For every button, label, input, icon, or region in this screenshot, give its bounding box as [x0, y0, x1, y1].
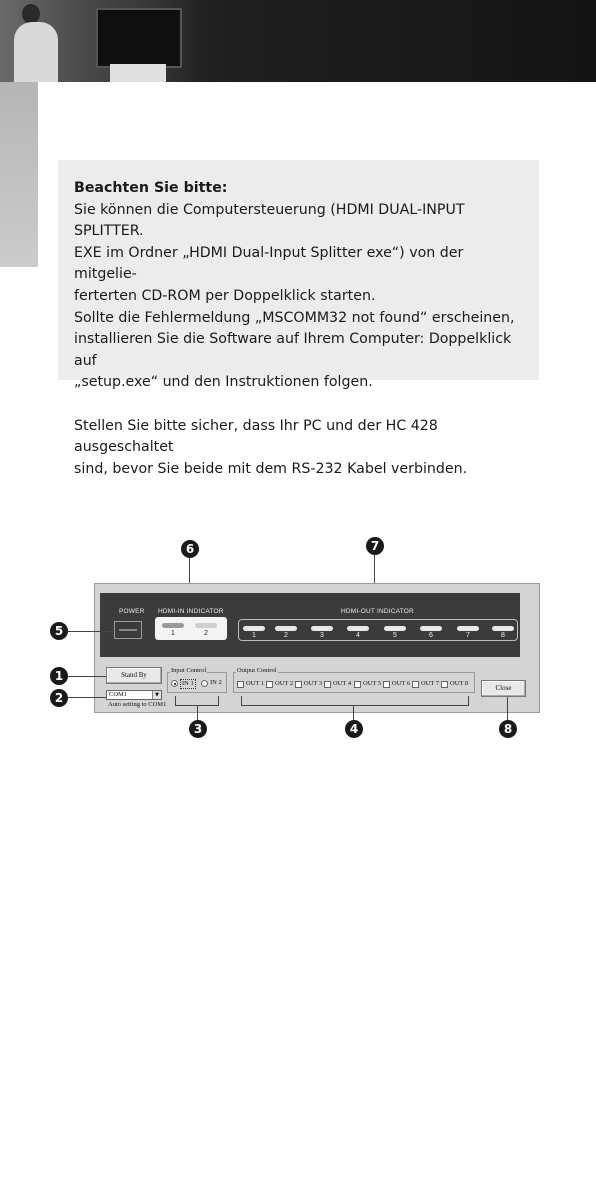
- leader-line: [189, 558, 190, 585]
- output-2-checkbox[interactable]: [266, 681, 273, 688]
- hdmi-out-number: 3: [320, 632, 324, 639]
- hdmi-in-label: HDMI-IN INDICATOR: [158, 608, 224, 615]
- header-photo: [0, 0, 200, 82]
- callout-8: 8: [499, 720, 517, 738]
- standby-button[interactable]: Stand By: [106, 667, 162, 684]
- output-6-checkbox[interactable]: [383, 681, 390, 688]
- person-head: [22, 4, 40, 24]
- output-3-label[interactable]: OUT 3: [304, 680, 323, 687]
- callout-7: 7: [366, 537, 384, 555]
- leader-line: [197, 705, 198, 720]
- output-4-checkbox[interactable]: [324, 681, 331, 688]
- notice-line: ferterten CD-ROM per Doppelklick starten.: [74, 287, 376, 304]
- hdmi-in-number: 2: [204, 630, 208, 637]
- notice-box: [58, 160, 539, 477]
- com-hint: Auto setting to COM1: [108, 701, 167, 708]
- output-1-checkbox[interactable]: [237, 681, 244, 688]
- output-5-checkbox[interactable]: [354, 681, 361, 688]
- notice-line: „setup.exe“ und den Instruktionen folgen.: [74, 374, 373, 391]
- television: [96, 8, 182, 68]
- input-2-label[interactable]: IN 2: [210, 679, 222, 686]
- notice-line: EXE im Ordner „HDMI Dual-Input Splitter exe“) von der mitgelie-: [74, 244, 464, 283]
- leader-line: [68, 631, 114, 632]
- output-6-label[interactable]: OUT 6: [392, 680, 411, 687]
- leader-line: [68, 676, 106, 677]
- hdmi-out-led-5: [384, 626, 406, 631]
- hdmi-out-number: 1: [252, 632, 256, 639]
- tv-stand: [110, 64, 166, 82]
- output-5-label[interactable]: OUT 5: [363, 680, 382, 687]
- notice-line: Sollte die Fehlermeldung „MSCOMM32 not found“ erscheinen,: [74, 309, 515, 326]
- notice-line: Sie können die Computersteuerung (HDMI DUAL-INPUT SPLITTER.: [74, 201, 465, 240]
- input-2-radio[interactable]: [201, 680, 208, 687]
- notice-title: Beachten Sie bitte:: [74, 180, 228, 196]
- callout-3: 3: [189, 720, 207, 738]
- header-banner: [0, 0, 596, 82]
- hdmi-in-number: 1: [171, 630, 175, 637]
- com-port-value: COM1: [109, 691, 128, 698]
- hdmi-in-led-2: [195, 623, 217, 628]
- callout-1: 1: [50, 667, 68, 685]
- notice-line: installieren Sie die Software auf Ihrem Computer: Doppelklick auf: [74, 331, 512, 369]
- power-button[interactable]: [114, 621, 142, 639]
- person-figure: [14, 22, 58, 82]
- com-port-select[interactable]: [106, 690, 162, 700]
- output-2-label[interactable]: OUT 2: [275, 680, 294, 687]
- hdmi-out-led-2: [275, 626, 297, 631]
- input-1-label[interactable]: IN 1: [182, 680, 194, 687]
- hdmi-out-number: 2: [284, 632, 288, 639]
- output-control-label: Output Control: [237, 667, 277, 674]
- output-1-label[interactable]: OUT 1: [246, 680, 265, 687]
- hdmi-out-led-3: [311, 626, 333, 631]
- output-3-checkbox[interactable]: [295, 681, 302, 688]
- output-8-checkbox[interactable]: [441, 681, 448, 688]
- output-7-label[interactable]: OUT 7: [421, 680, 440, 687]
- hdmi-out-led-7: [457, 626, 479, 631]
- hdmi-out-number: 6: [429, 632, 433, 639]
- hdmi-out-led-1: [243, 626, 265, 631]
- callout-6: 6: [181, 540, 199, 558]
- hdmi-out-led-8: [492, 626, 514, 631]
- callout-4: 4: [345, 720, 363, 738]
- power-label: POWER: [119, 608, 145, 615]
- hdmi-out-led-4: [347, 626, 369, 631]
- hdmi-out-number: 5: [393, 632, 397, 639]
- hdmi-out-number: 8: [501, 632, 505, 639]
- chevron-down-icon[interactable]: ▼: [152, 691, 161, 699]
- callout-2: 2: [50, 689, 68, 707]
- output-8-label[interactable]: OUT 8: [450, 680, 469, 687]
- input-1-radio[interactable]: [171, 680, 178, 687]
- side-tab: [0, 82, 38, 267]
- output-4-label[interactable]: OUT 4: [333, 680, 352, 687]
- output-7-checkbox[interactable]: [412, 681, 419, 688]
- callout-5: 5: [50, 622, 68, 640]
- hdmi-out-led-6: [420, 626, 442, 631]
- leader-line: [507, 697, 508, 720]
- notice-line: sind, bevor Sie beide mit dem RS-232 Kabel verbinden.: [74, 460, 468, 477]
- leader-line: [353, 705, 354, 720]
- close-button[interactable]: Close: [481, 680, 526, 697]
- hdmi-in-led-1: [162, 623, 184, 628]
- hdmi-in-indicator: [155, 617, 227, 640]
- hdmi-out-label: HDMI-OUT INDICATOR: [341, 608, 414, 615]
- bracket-line: [241, 705, 469, 706]
- leader-line: [68, 697, 106, 698]
- hdmi-out-number: 7: [466, 632, 470, 639]
- notice-line: Stellen Sie bitte sicher, dass Ihr PC und der HC 428 ausgeschaltet: [74, 417, 438, 456]
- hdmi-out-number: 4: [356, 632, 360, 639]
- input-control-label: Input Control: [171, 667, 207, 674]
